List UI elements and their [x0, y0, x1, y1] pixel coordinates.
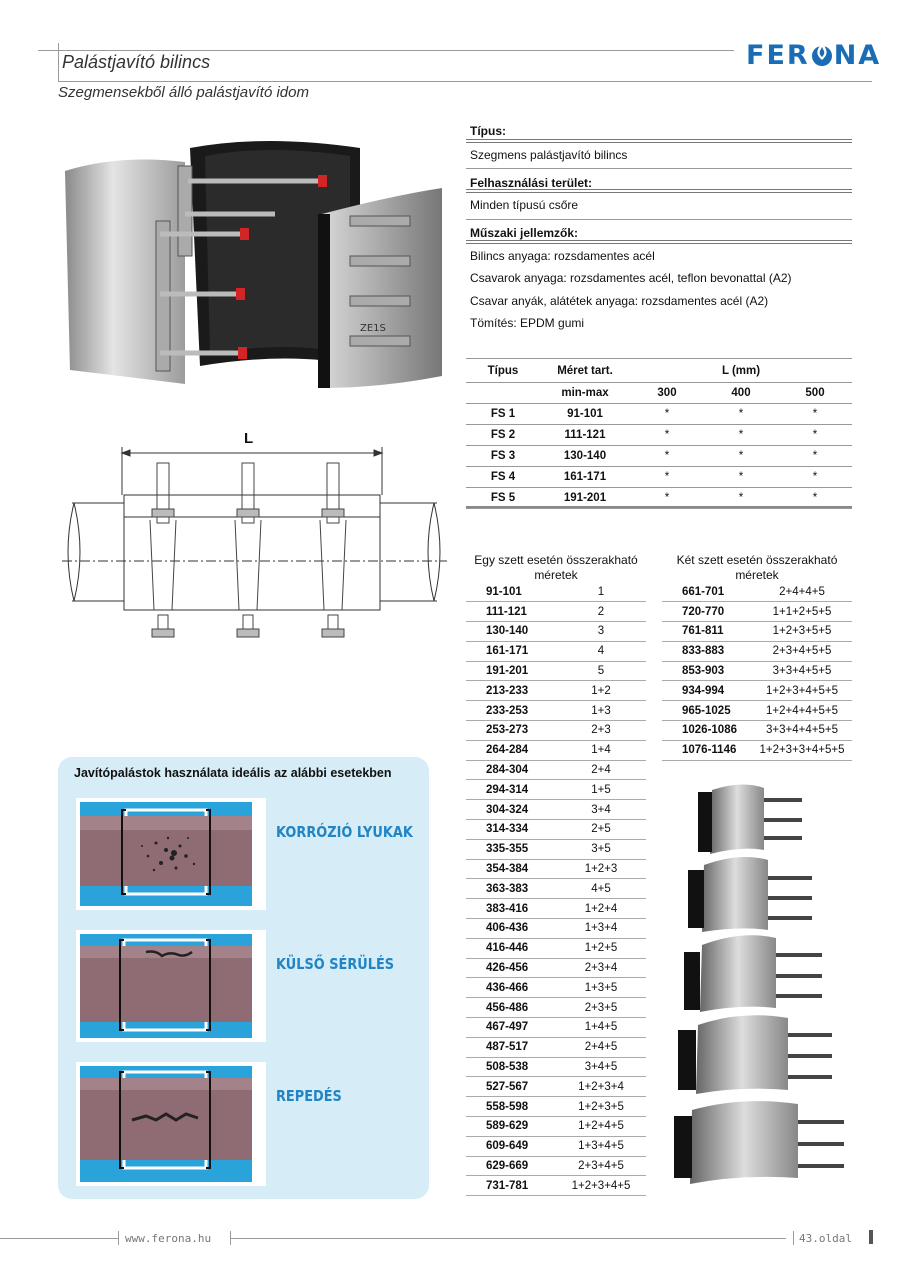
header-300: 300 — [630, 382, 704, 403]
size-table-row — [466, 445, 852, 466]
combo-segments-cell: 2+4+5 — [556, 1037, 646, 1057]
crack-pipe-icon — [76, 1062, 266, 1186]
combo-segments-cell: 1+4 — [556, 740, 646, 760]
size-table-row — [466, 424, 852, 445]
size-range-cell: 111-121 — [540, 424, 630, 445]
size-l400-cell: * — [704, 445, 778, 466]
footer-url[interactable]: www.ferona.hu — [125, 1232, 212, 1245]
type-value: Szegmens palástjavító bilincs — [470, 148, 628, 162]
size-table-subheader-row — [466, 382, 852, 403]
header-length: L (mm) — [630, 361, 852, 382]
size-type-cell: FS 1 — [466, 403, 540, 424]
combo-row — [662, 681, 852, 701]
usage-heading: Felhasználási terület: — [470, 176, 593, 190]
combo-row — [466, 602, 646, 622]
combo-segments-cell: 2+3+4+5+5 — [752, 641, 852, 661]
header-500: 500 — [778, 382, 852, 403]
combo-range-cell: 111-121 — [466, 602, 556, 622]
use-case-label: REPEDÉS — [276, 1087, 342, 1105]
combo-segments-cell: 4+5 — [556, 879, 646, 899]
combo-segments-cell: 1+2+3+3+4+5+5 — [752, 740, 852, 760]
combo-segments-cell: 1 — [556, 582, 646, 602]
combo-segments-cell: 1+4+5 — [556, 1018, 646, 1038]
combo-segments-cell: 3+4 — [556, 800, 646, 820]
size-l300-cell: * — [630, 424, 704, 445]
combo-row — [466, 622, 646, 642]
size-table — [466, 361, 852, 509]
combo-row — [466, 721, 646, 741]
combo-range-cell: 130-140 — [466, 622, 556, 642]
combo-range-cell: 589-629 — [466, 1117, 556, 1137]
size-table-row — [466, 487, 852, 508]
combo-segments-cell: 1+2+4+4+5+5 — [752, 701, 852, 721]
combo-row — [466, 978, 646, 998]
tech-heading: Műszaki jellemzők: — [470, 226, 579, 240]
logo-text-right: NA — [833, 40, 882, 71]
combo-range-cell: 731-781 — [466, 1176, 556, 1196]
combo-segments-cell: 5 — [556, 661, 646, 681]
combo-row — [662, 582, 852, 602]
combo-segments-cell: 1+3+4 — [556, 919, 646, 939]
combo-range-cell: 833-883 — [662, 641, 752, 661]
combo-row — [466, 1117, 646, 1137]
use-case-label: KÜLSŐ SÉRÜLÉS — [276, 955, 395, 973]
combo-range-cell: 487-517 — [466, 1037, 556, 1057]
use-cases-title: Javítópalástok használata ideális az alábbi esetekben — [74, 766, 392, 780]
two-sets-heading: Két szett esetén összerakható méretek — [676, 553, 838, 582]
type-heading: Típus: — [470, 124, 506, 138]
combo-row — [466, 800, 646, 820]
combo-range-cell: 314-334 — [466, 820, 556, 840]
combo-segments-cell: 2 — [556, 602, 646, 622]
tech-line: Tömítés: EPDM gumi — [470, 316, 585, 330]
size-l400-cell: * — [704, 424, 778, 445]
combo-range-cell: 1026-1086 — [662, 721, 752, 741]
size-l400-cell: * — [704, 403, 778, 424]
combo-range-cell: 363-383 — [466, 879, 556, 899]
size-l500-cell: * — [778, 403, 852, 424]
size-l400-cell: * — [704, 466, 778, 487]
footer-marker — [869, 1230, 873, 1244]
size-type-cell: FS 4 — [466, 466, 540, 487]
one-set-heading: Egy szett esetén összerakható méretek — [474, 553, 638, 582]
dimension-label: L — [244, 430, 254, 447]
tech-line: Csavarok anyaga: rozsdamentes acél, teflon bevonattal (A2) — [470, 271, 792, 285]
combo-segments-cell: 1+2+4 — [556, 899, 646, 919]
segments-photo — [672, 780, 854, 1198]
combo-segments-cell: 3+3+4+4+5+5 — [752, 721, 852, 741]
svg-text:ZE1S: ZE1S — [360, 323, 386, 334]
combo-segments-cell: 1+3+5 — [556, 978, 646, 998]
combo-range-cell: 609-649 — [466, 1136, 556, 1156]
combo-range-cell: 416-446 — [466, 938, 556, 958]
combo-segments-cell: 1+2+3+5 — [556, 1097, 646, 1117]
size-l500-cell: * — [778, 445, 852, 466]
size-l400-cell: * — [704, 487, 778, 508]
technical-drawing — [62, 425, 447, 655]
combo-row — [662, 661, 852, 681]
combo-segments-cell: 3+5 — [556, 839, 646, 859]
combo-segments-cell: 2+5 — [556, 820, 646, 840]
combo-range-cell: 406-436 — [466, 919, 556, 939]
combo-segments-cell: 1+2+3+4+5 — [556, 1176, 646, 1196]
combo-range-cell: 661-701 — [662, 582, 752, 602]
combo-segments-cell: 1+2 — [556, 681, 646, 701]
tech-line: Csavar anyák, alátétek anyaga: rozsdamentes acél (A2) — [470, 294, 769, 308]
header-type: Típus — [466, 361, 540, 382]
combo-segments-cell: 1+2+3+4+5+5 — [752, 681, 852, 701]
combo-range-cell: 253-273 — [466, 721, 556, 741]
combo-row — [662, 740, 852, 760]
combo-row — [466, 859, 646, 879]
combo-segments-cell: 1+2+3+5+5 — [752, 622, 852, 642]
size-l300-cell: * — [630, 466, 704, 487]
tech-line: Bilincs anyaga: rozsdamentes acél — [470, 249, 655, 263]
combo-range-cell: 354-384 — [466, 859, 556, 879]
combo-row — [466, 780, 646, 800]
combo-range-cell: 304-324 — [466, 800, 556, 820]
combo-range-cell: 294-314 — [466, 780, 556, 800]
combo-range-cell: 233-253 — [466, 701, 556, 721]
combo-row — [466, 879, 646, 899]
combo-segments-cell: 1+5 — [556, 780, 646, 800]
combo-row — [662, 641, 852, 661]
combo-row — [466, 1057, 646, 1077]
combo-range-cell: 558-598 — [466, 1097, 556, 1117]
combo-row — [466, 1156, 646, 1176]
combo-row — [466, 998, 646, 1018]
combo-segments-cell: 2+3+5 — [556, 998, 646, 1018]
footer-page-number: 43.oldal — [799, 1232, 852, 1245]
combo-segments-cell: 2+3+4+5 — [556, 1156, 646, 1176]
combo-row — [466, 1018, 646, 1038]
size-range-cell: 161-171 — [540, 466, 630, 487]
combo-range-cell: 629-669 — [466, 1156, 556, 1176]
combo-range-cell: 965-1025 — [662, 701, 752, 721]
combo-segments-cell: 2+4 — [556, 760, 646, 780]
one-set-table — [466, 582, 646, 1196]
size-type-cell: FS 3 — [466, 445, 540, 466]
combo-row — [466, 661, 646, 681]
size-l300-cell: * — [630, 403, 704, 424]
combo-row — [466, 701, 646, 721]
size-table-header-row — [466, 361, 852, 382]
combo-segments-cell: 1+1+2+5+5 — [752, 602, 852, 622]
water-drop-logo-icon — [811, 41, 833, 67]
header-400: 400 — [704, 382, 778, 403]
size-table-row — [466, 466, 852, 487]
combo-segments-cell: 3 — [556, 622, 646, 642]
combo-range-cell: 853-903 — [662, 661, 752, 681]
size-type-cell: FS 2 — [466, 424, 540, 445]
size-l500-cell: * — [778, 424, 852, 445]
combo-row — [466, 919, 646, 939]
combo-range-cell: 761-811 — [662, 622, 752, 642]
combo-range-cell: 426-456 — [466, 958, 556, 978]
combo-range-cell: 383-416 — [466, 899, 556, 919]
combo-row — [466, 681, 646, 701]
usage-value: Minden típusú csőre — [470, 198, 579, 212]
product-photo — [60, 126, 445, 388]
combo-range-cell: 508-538 — [466, 1057, 556, 1077]
combo-row — [466, 1136, 646, 1156]
combo-row — [466, 1176, 646, 1196]
combo-range-cell: 91-101 — [466, 582, 556, 602]
use-case-label: KORRÓZIÓ LYUKAK — [276, 823, 413, 841]
size-table-row — [466, 403, 852, 424]
combo-segments-cell: 2+3 — [556, 721, 646, 741]
combo-segments-cell: 1+3 — [556, 701, 646, 721]
combo-segments-cell: 2+3+4 — [556, 958, 646, 978]
combo-row — [466, 740, 646, 760]
ferona-logo — [746, 40, 881, 71]
logo-text-left: FER — [746, 40, 810, 71]
combo-range-cell: 934-994 — [662, 681, 752, 701]
size-range-cell: 130-140 — [540, 445, 630, 466]
two-sets-table — [662, 582, 852, 761]
combo-row — [466, 839, 646, 859]
combo-row — [466, 958, 646, 978]
combo-row — [466, 641, 646, 661]
combo-row — [662, 622, 852, 642]
header-range: Méret tart. — [540, 361, 630, 382]
page-subtitle: Szegmensekből álló palástjavító idom — [58, 84, 309, 101]
combo-segments-cell: 3+3+4+5+5 — [752, 661, 852, 681]
combo-range-cell: 161-171 — [466, 641, 556, 661]
combo-row — [466, 1097, 646, 1117]
combo-range-cell: 335-355 — [466, 839, 556, 859]
page-title: Palástjavító bilincs — [62, 52, 211, 72]
combo-row — [466, 938, 646, 958]
combo-segments-cell: 1+2+3 — [556, 859, 646, 879]
size-type-cell: FS 5 — [466, 487, 540, 508]
combo-range-cell: 436-466 — [466, 978, 556, 998]
combo-range-cell: 720-770 — [662, 602, 752, 622]
size-range-cell: 191-201 — [540, 487, 630, 508]
combo-row — [466, 1077, 646, 1097]
combo-range-cell: 191-201 — [466, 661, 556, 681]
size-range-cell: 91-101 — [540, 403, 630, 424]
combo-segments-cell: 1+2+4+5 — [556, 1117, 646, 1137]
combo-range-cell: 527-567 — [466, 1077, 556, 1097]
combo-row — [466, 760, 646, 780]
size-l300-cell: * — [630, 445, 704, 466]
size-l500-cell: * — [778, 487, 852, 508]
combo-row — [466, 820, 646, 840]
combo-range-cell: 213-233 — [466, 681, 556, 701]
combo-segments-cell: 4 — [556, 641, 646, 661]
size-l500-cell: * — [778, 466, 852, 487]
corrosion-pipe-icon — [76, 798, 266, 910]
combo-row — [466, 1037, 646, 1057]
combo-range-cell: 1076-1146 — [662, 740, 752, 760]
combo-segments-cell: 2+4+4+5 — [752, 582, 852, 602]
combo-row — [466, 899, 646, 919]
combo-row — [662, 721, 852, 741]
external-damage-pipe-icon — [76, 930, 266, 1042]
combo-segments-cell: 1+3+4+5 — [556, 1136, 646, 1156]
size-l300-cell: * — [630, 487, 704, 508]
combo-segments-cell: 1+2+3+4 — [556, 1077, 646, 1097]
combo-row — [662, 602, 852, 622]
combo-row — [466, 582, 646, 602]
combo-row — [662, 701, 852, 721]
combo-range-cell: 264-284 — [466, 740, 556, 760]
combo-range-cell: 284-304 — [466, 760, 556, 780]
combo-range-cell: 467-497 — [466, 1018, 556, 1038]
combo-range-cell: 456-486 — [466, 998, 556, 1018]
header-minmax: min-max — [540, 382, 630, 403]
combo-segments-cell: 3+4+5 — [556, 1057, 646, 1077]
combo-segments-cell: 1+2+5 — [556, 938, 646, 958]
